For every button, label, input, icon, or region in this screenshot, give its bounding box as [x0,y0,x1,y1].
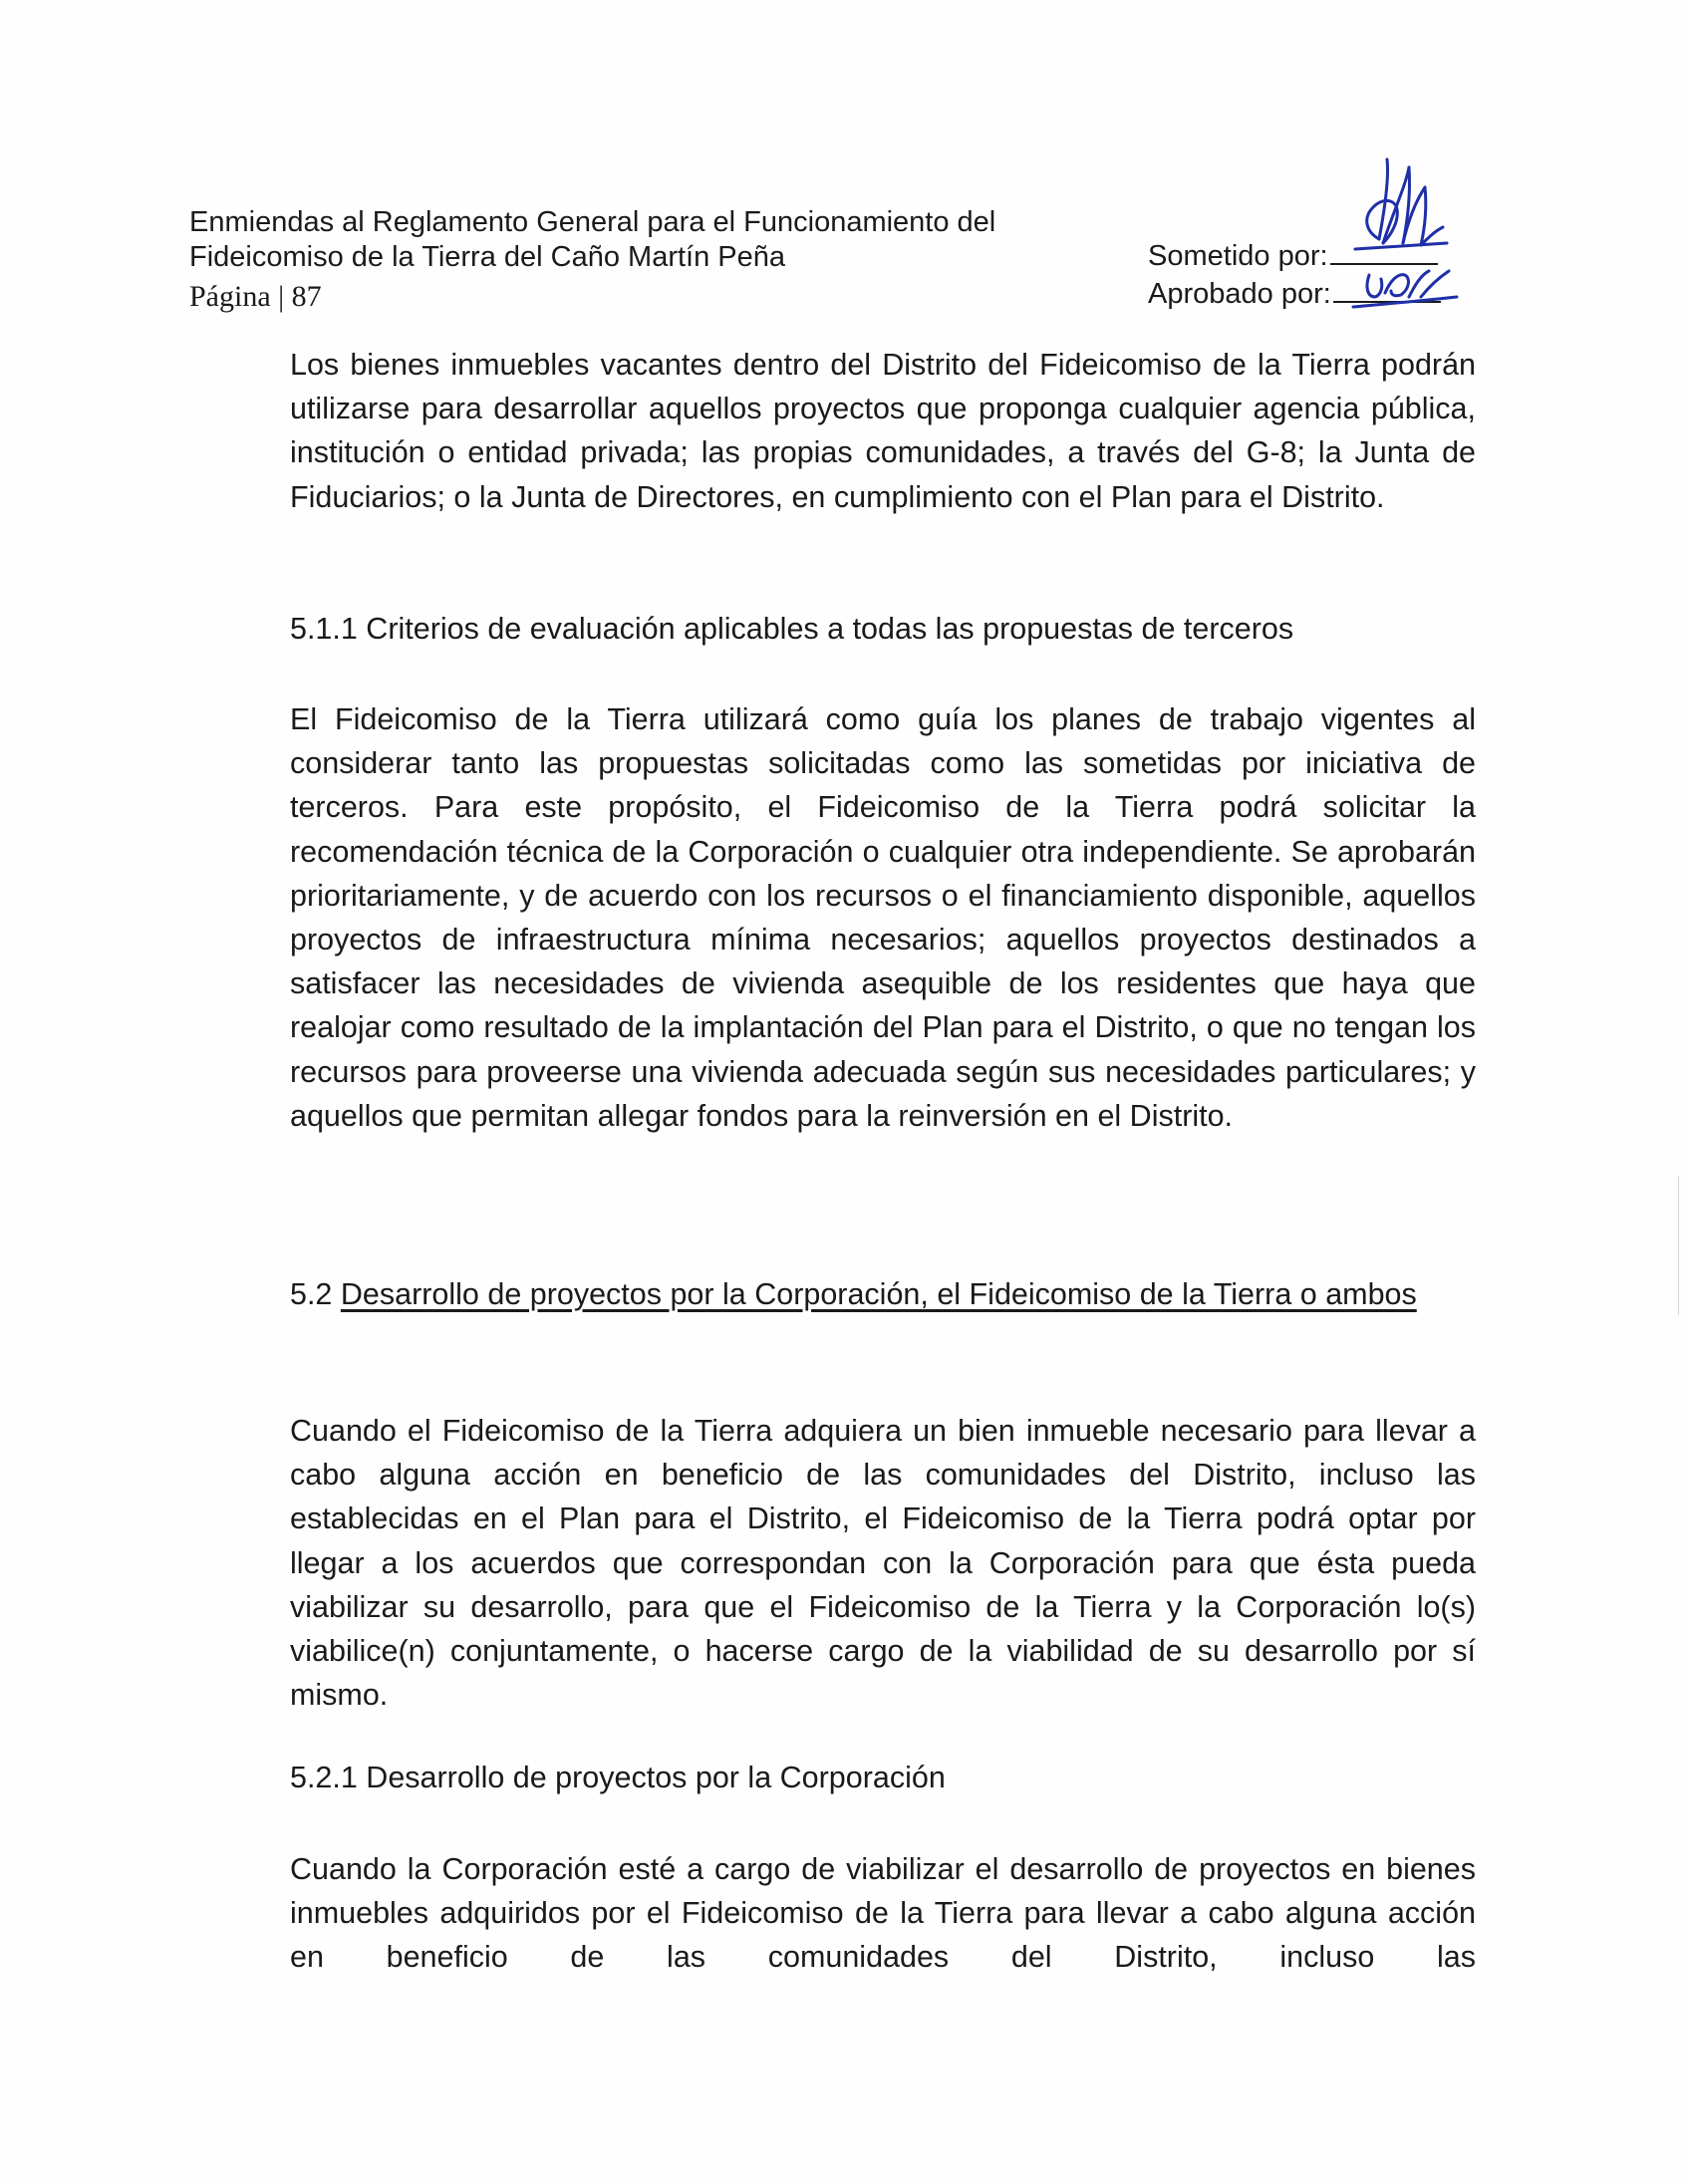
document-header [189,205,995,314]
paragraph-corporation-development: Cuando la Corporación esté a cargo de viabilizar el desarrollo de proyectos en bienes inmuebles adquiridos por el Fideicomiso de la Tierra para llevar a cabo alguna acción en beneficio de las comunidades del Distrito, incluso las [290,1852,1476,1975]
scan-edge-mark [1678,1176,1679,1315]
section-heading-5-2-1: 5.2.1 Desarrollo de proyectos por la Corporación [290,1761,946,1794]
page-number: Página | 87 [189,280,322,313]
submitted-by-label: Sometido por: [1148,240,1328,272]
approved-by-label: Aprobado por: [1148,278,1331,310]
handwritten-signature-icon [1325,147,1465,317]
paragraph-evaluation-criteria: El Fideicomiso de la Tierra utilizará como guía los planes de trabajo vigentes al considerar tanto las propuestas solicitadas como las sometidas por iniciativa de terceros. Para este propósito, el Fideicomiso de la Tierra podrá solicitar la recomendación técnica de la Corporación o cualquier otra independiente. Se aprobarán prioritariamente, y de acuerdo con los recursos o el financiamiento disponible, aquellos proyectos de infraestructura mínima necesarios; aquellos proyectos destinados a satisfacer las necesidades de vivienda asequible de los residentes que haya que realojar como resultado de la implantación del Plan para el Distrito, o que no tengan los recursos para proveerse una vivienda adecuada según sus necesidades particulares; y aquellos que permitan allegar fondos para la reinversión en el Distrito. [290,702,1476,1133]
paragraph-vacant-properties: Los bienes inmuebles vacantes dentro del Distrito del Fideicomiso de la Tierra podrán utilizarse para desarrollar aquellos proyectos que proponga cualquier agencia pública, institución o entidad privada; las propias comunidades, a través del G-8; la Junta de Fiduciarios; o la Junta de Directores, en cumplimiento con el Plan para el Distrito. [290,348,1476,514]
header-title-line1: Enmiendas al Reglamento General para el Funcionamiento del [189,206,996,238]
paragraph-property-acquisition: Cuando el Fideicomiso de la Tierra adquiera un bien inmueble necesario para llevar a cabo alguna acción en beneficio de las comunidades del Distrito, incluso las establecidas en el Plan para el Distrito, el Fideicomiso de la Tierra podrá optar por llegar a los acuerdos que correspondan con la Corporación para que ésta pueda viabilizar su desarrollo, para que el Fideicomiso de la Tierra y la Corporación lo(s) viabilice(n) conjuntamente, o hacerse cargo de la viabilidad de su desarrollo por sí mismo. [290,1414,1476,1713]
section-number-5-2: 5.2 [290,1277,333,1311]
section-title-5-2: Desarrollo de proyectos por la Corporación, el Fideicomiso de la Tierra o ambos [340,1277,1417,1311]
header-title-line2: Fideicomiso de la Tierra del Caño Martín Peña [189,241,786,273]
section-heading-5-1-1: 5.1.1 Criterios de evaluación aplicables a todas las propuestas de terceros [290,612,1294,646]
section-heading-5-2 [290,1272,1476,1316]
